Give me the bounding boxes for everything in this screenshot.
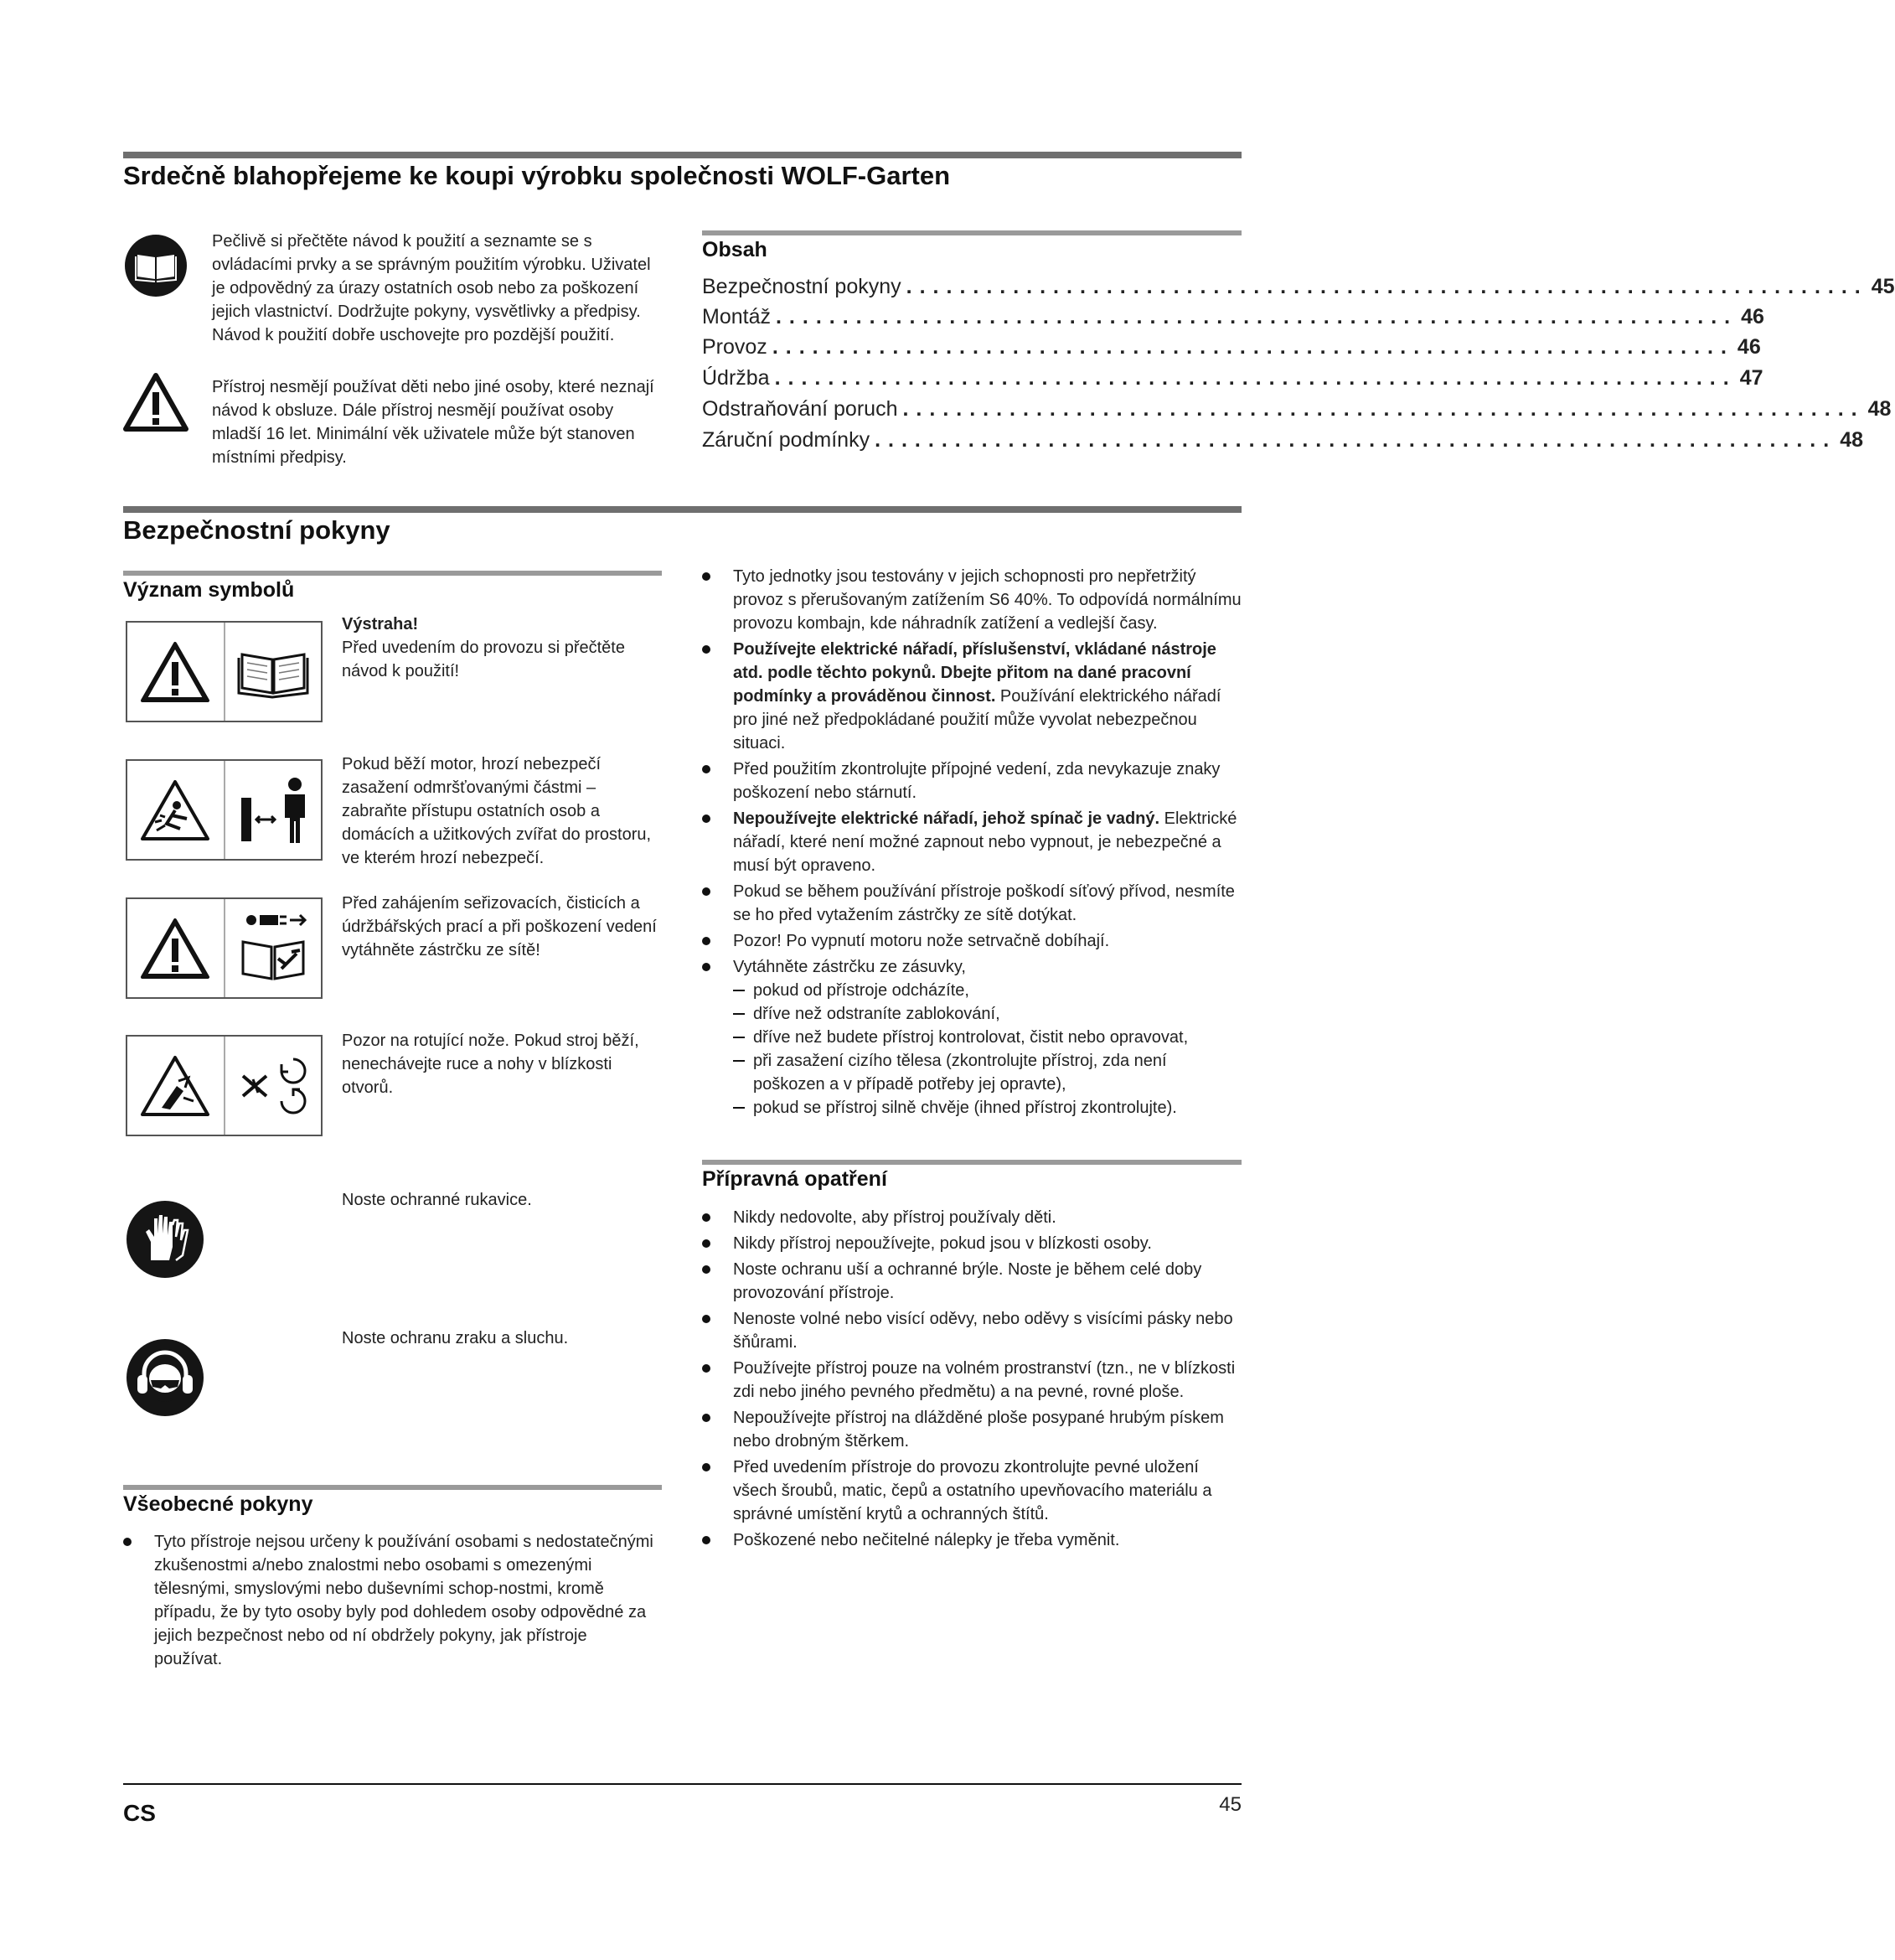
protective-gloves-icon [126,1200,204,1283]
toc-leader-dots: ........................................................................ [775,305,1738,328]
toc-entry-page: 48 [1867,397,1892,421]
unplug-maintenance-icon [224,899,322,997]
toc-entry-page: 45 [1871,275,1895,298]
warning-triangle-icon [127,899,224,997]
toc-entry[interactable] [702,397,1892,427]
toc-entry[interactable] [702,366,1763,396]
symbol-read-manual [126,621,323,722]
item-text: Elektrické nářadí, které není možné zapnout nebo vypnout, je nebezpečné a musí být opraveno. [733,809,1237,875]
dash-item: dříve než odstraníte zablokování, [733,1002,1242,1026]
symbol-text: Pokud běží motor, hrozí nebezpečí zasažení odmršťovanými částmi – zabraňte přístupu ostatních osob a domácích a užitkových zvířat do prostoru, ve kterém hrozí nebezpečí. [342,755,652,867]
symbol-heading: Výstraha! [342,615,419,634]
header-rule [123,152,1242,158]
symbol-unplug-maintenance [126,897,323,999]
symbols-rule [123,571,662,576]
symbol-text: Před uvedením do provozu si přečtěte návod k použití! [342,639,625,680]
toc-entry-page: 48 [1840,428,1864,452]
list-item [702,929,1242,953]
prep-title: Přípravná opatření [702,1167,887,1191]
item-emphasis: Používejte elektrické nářadí, příslušenství, vkládané nástroje atd. podle těchto pokynů. Dbejte přitom na dané pracovní podmínky a prováděnou činnost. [733,640,1216,706]
safety-list [702,565,1242,1122]
symbol-caption [342,1029,660,1099]
item-text: Používání elektrického nářadí pro jiné než předpokládané použití může vyvolat nebezpečnou situaci. [733,687,1221,752]
list-item: Před uvedením přístroje do provozu zkontrolujte pevné uložení všech šroubů, matic, čepů a ostatního upevňovacího materiálu a správné umístění krytů a ochranných štítů. [702,1456,1242,1526]
toc-entry-label: Provoz [702,335,767,359]
toc-entry-page: 46 [1741,305,1764,328]
unplug-cases-list [733,979,1242,1120]
toc-entry[interactable] [702,335,1761,365]
toc-entry-label: Údržba [702,366,770,390]
list-item [702,955,1242,1120]
symbol-text: Pozor na rotující nože. Pokud stroj běží, nenechávejte ruce a nohy v blízkosti otvorů. [342,1032,639,1097]
keep-distance-person-icon [224,761,322,859]
general-rule [123,1485,662,1490]
prep-list [702,1206,1242,1554]
read-manual-book-icon [124,234,188,302]
page-number: 45 [1219,1793,1242,1816]
toc-leader-dots: ........................................................................ [902,397,1865,421]
item-emphasis: Nepoužívejte elektrické nářadí, jehož spínač je vadný. [733,809,1160,828]
safety-rule [123,506,1242,513]
list-item: Nepoužívejte přístroj na dlážděné ploše posypané hrubým pískem nebo drobným štěrkem. [702,1406,1242,1453]
warning-triangle-icon [127,623,224,721]
footer-language: CS [123,1800,156,1826]
symbol-text: Noste ochranu zraku a sluchu. [342,1329,569,1347]
intro-warning-text: Přístroj nesmějí používat děti nebo jiné osoby, které neznají návod k obsluze. Dále přístroj nesmějí používat osoby mladší 16 let. Minimální věk uživatele může být stanoven místními předpisy. [212,378,654,467]
general-list [123,1530,659,1673]
list-item: Nenoste volné nebo visící oděvy, nebo oděvy s visícími pásky nebo šňůrami. [702,1307,1242,1354]
dash-item: pokud od přístroje odcházíte, [733,979,1242,1002]
symbol-flying-debris [126,759,323,861]
toc-entry[interactable] [702,275,1895,305]
toc-entry-label: Odstraňování poruch [702,397,898,421]
symbol-caption [342,613,660,683]
symbol-text: Před zahájením seřizovacích, čisticích a údržbářských prací a při poškození vedení vytáhněte zástrčku ze sítě! [342,894,657,959]
footer-rule [123,1783,1242,1785]
eye-ear-protection-icon [126,1338,204,1421]
toc-leader-dots: ........................................................................ [906,275,1868,298]
list-item [702,880,1242,927]
symbol-caption [342,1326,660,1350]
warning-triangle-icon [122,372,189,437]
list-item: Poškozené nebo nečitelné nálepky je třeba vyměnit. [702,1528,1242,1552]
toc-rule [702,230,1242,235]
list-item: Nikdy přístroj nepoužívejte, pokud jsou v blízkosti osoby. [702,1232,1242,1255]
item-text: Pozor! Po vypnutí motoru nože setrvačně dobíhají. [733,932,1110,950]
toc-entry[interactable] [702,305,1764,335]
toc-leader-dots: ........................................................................ [875,428,1837,452]
toc-entry-label: Bezpečnostní pokyny [702,275,901,298]
symbols-title: Význam symbolů [123,578,295,602]
item-text: Pokud se během používání přístroje poškodí síťový přívod, nesmíte se ho před vytažením zástrčky ze sítě dotýkat. [733,882,1235,924]
toc-entry-page: 47 [1739,366,1763,390]
dash-item: při zasažení cizího tělesa (zkontrolujte přístroj, zda není poškozen a v případě potřeby jej opravte), [733,1049,1242,1096]
toc-entry-page: 46 [1737,335,1761,359]
symbol-caption [342,1188,660,1212]
safety-title: Bezpečnostní pokyny [123,515,390,545]
symbol-caption [342,892,660,962]
item-text: Tyto jednotky jsou testovány v jejich schopnosti pro nepřetržitý provoz s přerušovaným zatížením S6 40%. To odpovídá normálnímu provozu kombajn, kde náhradník zatížení a vedlejší časy. [733,567,1242,633]
toc-title: Obsah [702,238,767,261]
toc-entry-label: Montáž [702,305,771,328]
symbol-text: Noste ochranné rukavice. [342,1191,532,1209]
intro-read-manual-text: Pečlivě si přečtěte návod k použití a seznamte se s ovládacími prvky a se správným použitím výrobku. Uživatel je odpovědný za úrazy ostatních osob nebo za poškození jejich vlastnictví. Dodržujte pokyny, vysvětlivky a předpisy. Návod k použití dobře uschovejte pro pozdější použití. [212,232,651,344]
item-text: Vytáhněte zástrčku ze zásuvky, [733,958,966,976]
toc-entry-label: Záruční podmínky [702,428,870,452]
list-item: Používejte přístroj pouze na volném prostranství (tzn., ne v blízkosti zdi nebo jiného pevného předmětu) a na pevné, rovné ploše. [702,1357,1242,1404]
toc-entry[interactable] [702,428,1864,458]
read-manual-book-icon [224,623,322,721]
list-item: Tyto přístroje nejsou určeny k používání osobami s nedostatečnými zkušenostmi a/nebo znalostmi nebo osobami s omezenými tělesnými, smyslovými nebo duševními schop-nostmi, kromě případu, že by tyto osoby byly pod dohledem osoby odpovědné za jejich bezpečnost nebo od ní obdržely pokyny, jak přístroje používat. [123,1530,659,1671]
prep-rule [702,1160,1242,1165]
toc-leader-dots: ........................................................................ [774,366,1737,390]
rotating-blades-icon [224,1037,322,1135]
item-text: Před použitím zkontrolujte přípojné vedení, zda nevykazuje znaky poškození nebo stárnutí. [733,760,1221,802]
list-item: Nikdy nedovolte, aby přístroj používaly děti. [702,1206,1242,1229]
toc-leader-dots: ........................................................................ [772,335,1734,359]
general-title: Všeobecné pokyny [123,1492,313,1516]
page-title: Srdečně blahopřejeme ke koupi výrobku společnosti WOLF-Garten [123,161,951,190]
dash-item: pokud se přístroj silně chvěje (ihned přístroj zkontrolujte). [733,1096,1242,1120]
symbol-rotating-blades [126,1035,323,1136]
list-item [702,758,1242,804]
list-item: Noste ochranu uší a ochranné brýle. Noste je během celé doby provozování přístroje. [702,1258,1242,1305]
flying-debris-icon [127,761,224,859]
list-item [702,638,1242,755]
rotating-blades-hand-icon [127,1037,224,1135]
list-item [702,807,1242,877]
dash-item: dříve než budete přístroj kontrolovat, čistit nebo opravovat, [733,1026,1242,1049]
list-item [702,565,1242,635]
symbol-caption [342,752,660,870]
